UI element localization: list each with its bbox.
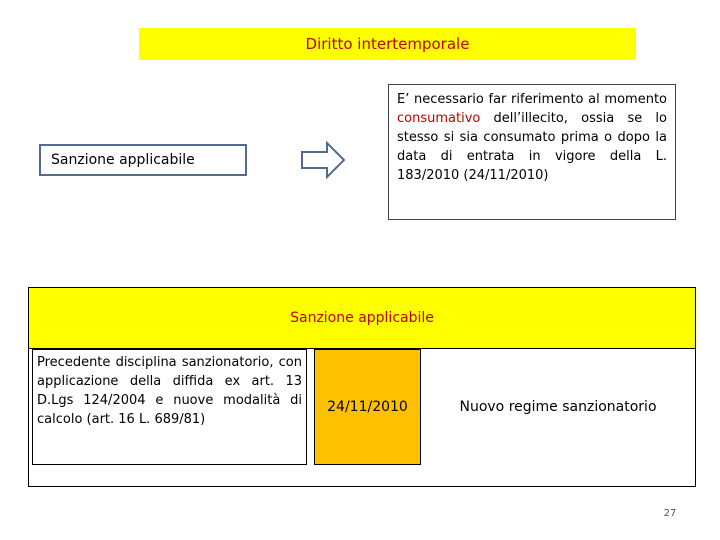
date-cell xyxy=(314,349,421,465)
new-regime-box xyxy=(421,349,695,465)
explanation-text-2: dell’illecito, ossia se lo stesso si sia consumato prima o dopo la data di entrata in vigore della L. 183/2010 (24/11/2010) xyxy=(397,111,667,183)
sanzione-box xyxy=(39,144,247,176)
page-number: 27 xyxy=(663,508,677,519)
sanzione-label: Sanzione applicabile xyxy=(51,152,195,168)
right-arrow-icon xyxy=(300,140,346,180)
panel-heading: Sanzione applicabile xyxy=(290,310,434,326)
slide-title: Diritto intertemporale xyxy=(305,35,470,53)
explanation-box xyxy=(388,84,676,220)
new-regime-text: Nuovo regime sanzionatorio xyxy=(459,399,657,415)
explanation-text-1: E’ necessario far riferimento al momento xyxy=(397,92,667,107)
title-banner xyxy=(139,28,636,60)
highlight-word: consumativo xyxy=(397,111,481,126)
panel-header xyxy=(29,288,695,349)
sanzione-panel xyxy=(28,287,696,487)
old-regime-box xyxy=(32,349,307,465)
cutoff-date: 24/11/2010 xyxy=(327,399,408,415)
old-regime-text: Precedente disciplina sanzionatorio, con applicazione della diffida ex art. 13 D.Lgs 124/2004 e nuove modalità di calcolo (art. 16 L. 689/81) xyxy=(37,355,302,427)
